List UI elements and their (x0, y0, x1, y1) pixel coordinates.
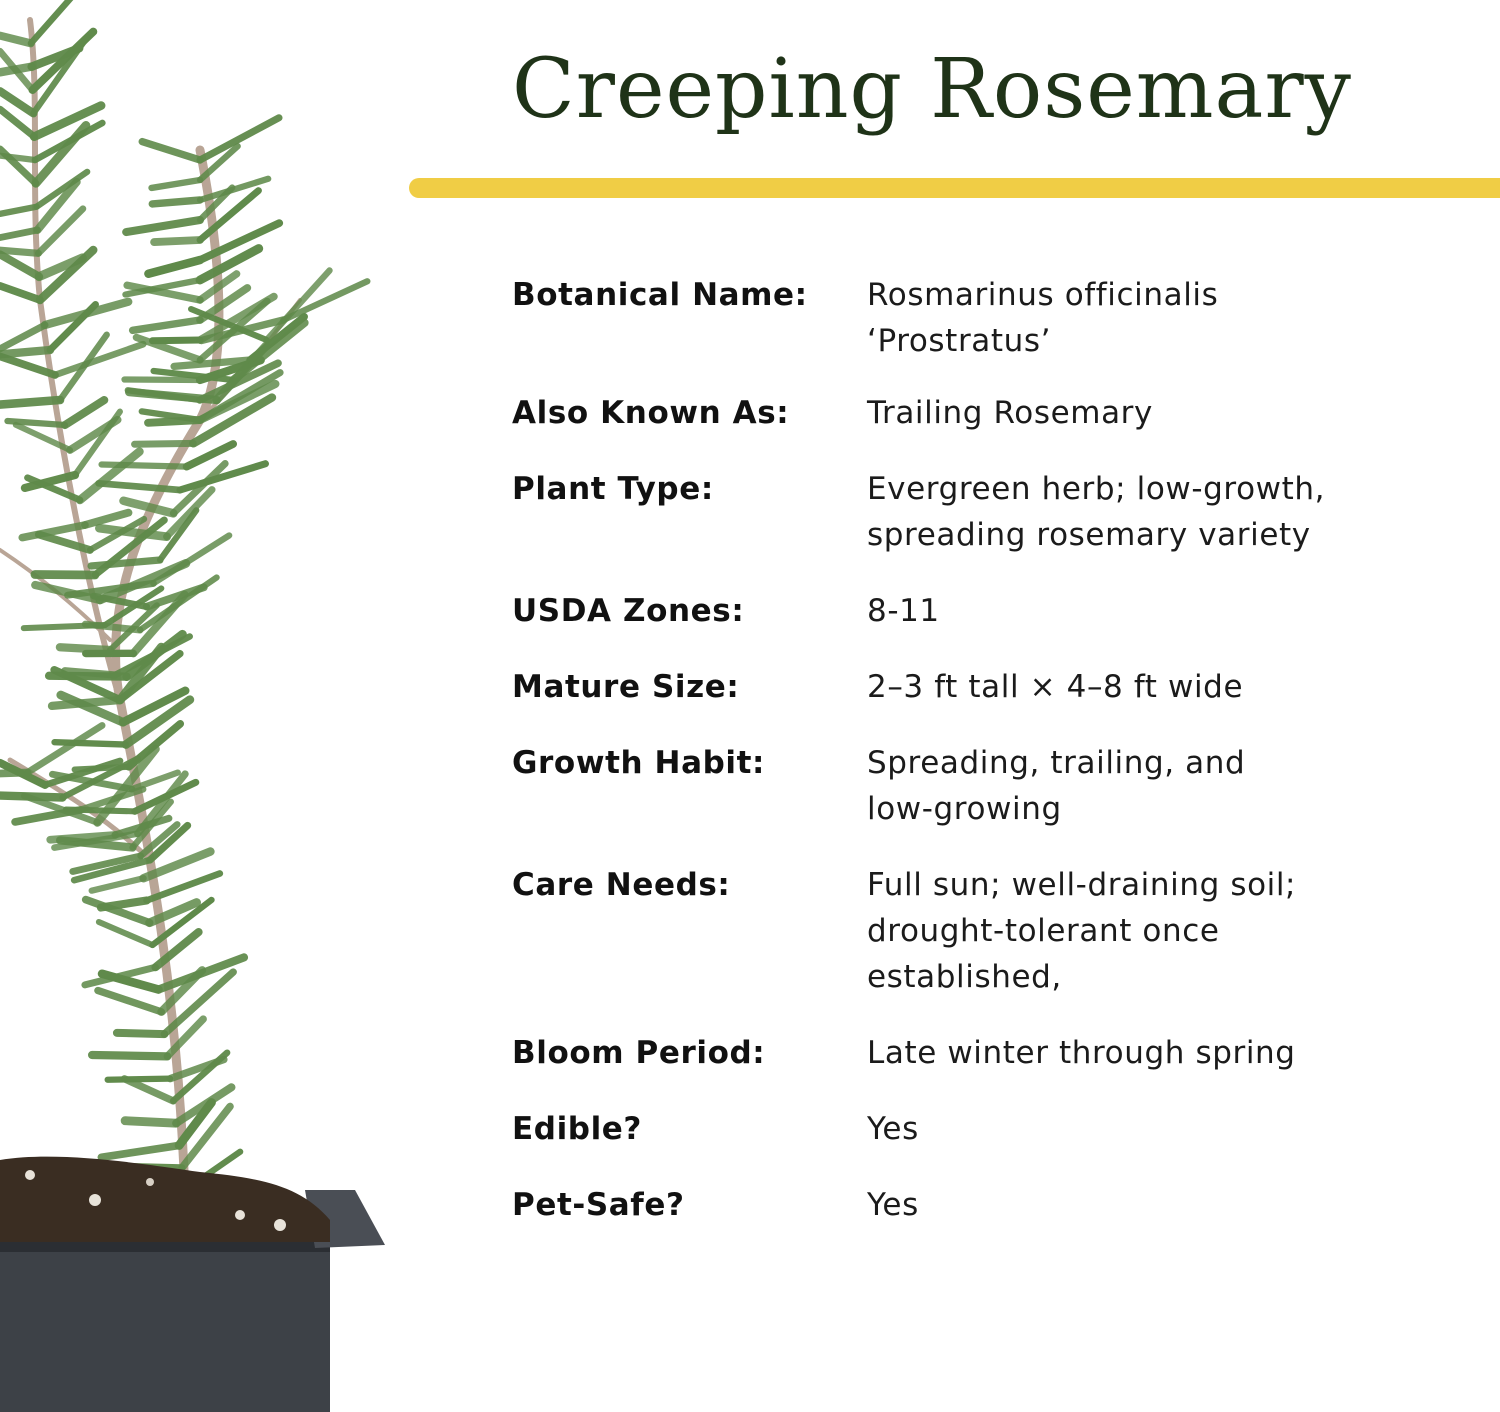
spec-row (512, 390, 1472, 436)
spec-label: Bloom Period: (512, 1035, 766, 1071)
spec-value (867, 1182, 1472, 1228)
rosemary-plant-image (0, 0, 400, 1412)
rosemary-needle (102, 464, 187, 466)
rosemary-needle (283, 281, 367, 320)
rosemary-needle (52, 700, 120, 706)
spec-value-line: Rosmarinus officinalis (867, 277, 1219, 313)
rosemary-needle (0, 350, 50, 354)
spec-label: Care Needs: (512, 867, 731, 903)
rosemary-needle (7, 421, 65, 425)
rosemary-needle (200, 118, 279, 160)
spec-label: USDA Zones: (512, 593, 745, 629)
spec-value (867, 664, 1472, 710)
rosemary-needle (55, 742, 126, 744)
rosemary-needle (152, 180, 200, 188)
spec-value-line: ‘Prostratus’ (867, 323, 1052, 359)
rosemary-needle (0, 286, 40, 300)
rosemary-needle (101, 900, 147, 907)
rosemary-needle (91, 560, 160, 566)
spec-label: Also Known As: (512, 395, 790, 431)
rosemary-needle (0, 325, 45, 349)
rosemary-needle (0, 67, 32, 73)
rosemary-needle (135, 443, 194, 444)
pot (0, 1157, 385, 1412)
rosemary-needle (31, 0, 85, 43)
rosemary-needle (85, 513, 128, 525)
spec-value-line: 8-11 (867, 593, 940, 629)
plant-specs-list (512, 272, 1472, 1228)
rosemary-needle (129, 392, 216, 400)
spec-row (512, 862, 1472, 1000)
spec-value (867, 862, 1472, 1000)
spec-row (512, 1106, 1472, 1152)
rosemary-needle (152, 200, 200, 204)
spec-label: Edible? (512, 1111, 643, 1147)
rosemary-needle (125, 1121, 176, 1123)
rosemary-needle (117, 1033, 164, 1034)
spec-value (867, 588, 1472, 634)
spec-value-line: low-growing (867, 791, 1062, 827)
rosemary-needle (148, 260, 200, 274)
spec-row (512, 588, 1472, 634)
spec-value (867, 1030, 1472, 1076)
spec-value (867, 272, 1472, 364)
rosemary-needle (101, 1145, 179, 1157)
rosemary-needle (154, 240, 200, 242)
rosemary-needle (45, 302, 128, 325)
spec-label: Botanical Name: (512, 277, 808, 313)
rosemary-needle (152, 340, 200, 341)
rosemary-needle (0, 230, 38, 238)
spec-label: Plant Type: (512, 471, 714, 507)
page-title: Creeping Rosemary (512, 42, 1352, 137)
rosemary-needle (142, 142, 200, 160)
rosemary-needle (126, 220, 200, 232)
rosemary-needle (65, 400, 104, 425)
rosemary-needle (0, 156, 35, 160)
rosemary-needle (0, 773, 28, 774)
rosemary-needle (108, 1079, 171, 1080)
rosemary-needle (0, 796, 63, 798)
spec-value-line: spreading rosemary variety (867, 517, 1311, 553)
spec-value-line: established, (867, 959, 1062, 995)
rosemary-needle (148, 420, 200, 423)
spec-row (512, 740, 1472, 832)
spec-row (512, 272, 1472, 364)
rosemary-needle (0, 36, 31, 44)
rosemary-needle (133, 320, 200, 330)
spec-value-line: 2–3 ft tall × 4–8 ft wide (867, 669, 1244, 705)
spec-row (512, 466, 1472, 558)
spec-value (867, 740, 1472, 832)
rosemary-needle (92, 878, 144, 890)
rosemary-needle (92, 1055, 167, 1056)
rosemary-needle (0, 207, 37, 214)
rosemary-needle (0, 250, 38, 253)
spec-row (512, 664, 1472, 710)
title-accent-rule (409, 178, 1500, 198)
spec-row (512, 1030, 1472, 1076)
rosemary-needle (98, 991, 161, 1012)
rosemary-needle (0, 254, 39, 276)
rosemary-needle (99, 922, 153, 945)
rosemary-needle (65, 671, 115, 675)
spec-value-line: Spreading, trailing, and (867, 745, 1246, 781)
spec-row (512, 1182, 1472, 1228)
spec-value-line: Yes (867, 1111, 919, 1147)
spec-value-line: Full sun; well-draining soil; (867, 867, 1297, 903)
spec-label: Pet-Safe? (512, 1187, 685, 1223)
spec-label: Growth Habit: (512, 745, 766, 781)
spec-value (867, 466, 1472, 558)
spec-value-line: Evergreen herb; low-growth, (867, 471, 1326, 507)
spec-value-line: Yes (867, 1187, 919, 1223)
spec-label: Mature Size: (512, 669, 740, 705)
rosemary-needle (50, 835, 115, 840)
spec-value-line: Trailing Rosemary (867, 395, 1153, 431)
spec-value-line: drought-tolerant once (867, 913, 1220, 949)
rosemary-needle (0, 400, 60, 405)
rosemary-needle (24, 625, 105, 628)
spec-value-line: Late winter through spring (867, 1035, 1296, 1071)
plant-foliage (0, 0, 367, 1190)
spec-value (867, 390, 1472, 436)
rosemary-needle (28, 726, 103, 773)
spec-value (867, 1106, 1472, 1152)
rosemary-needle (60, 647, 110, 650)
